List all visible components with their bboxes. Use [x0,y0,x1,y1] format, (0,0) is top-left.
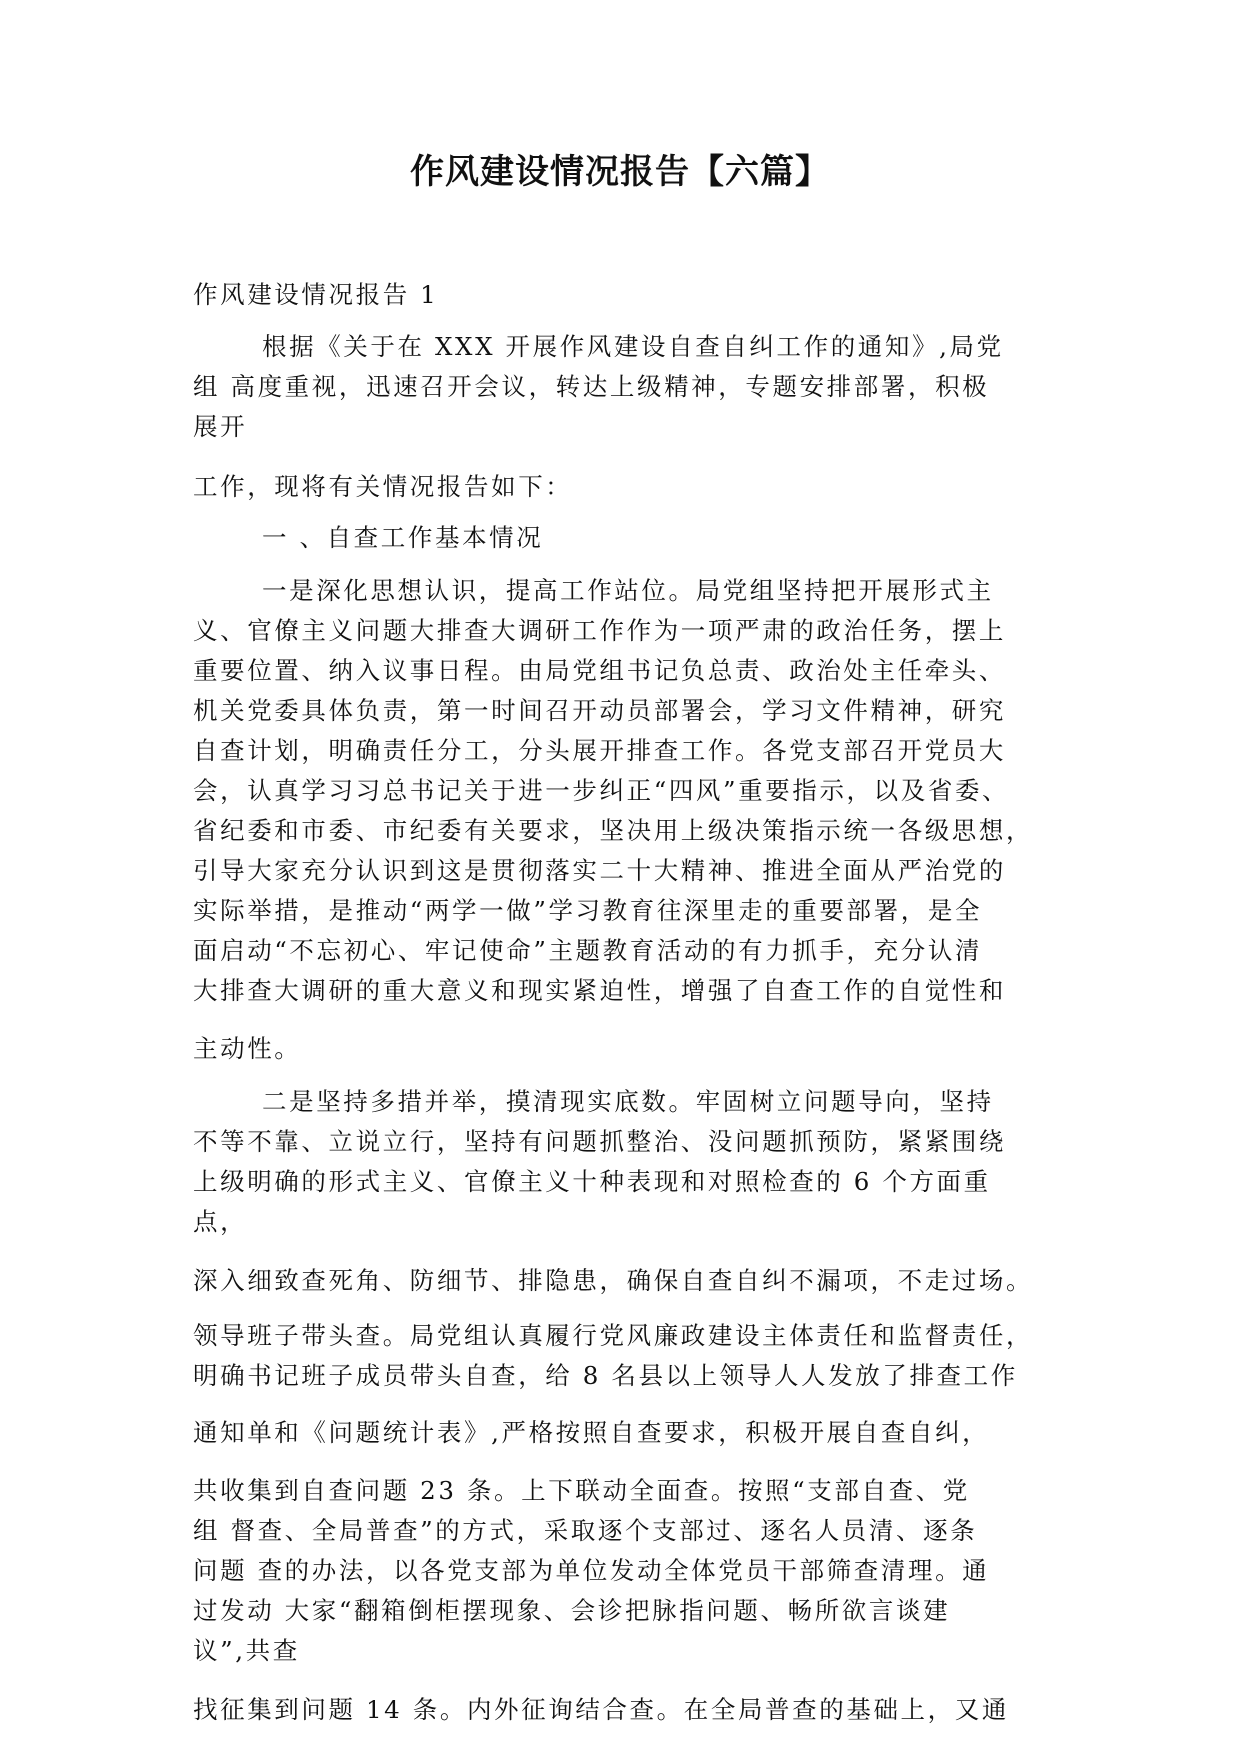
paragraph-line: 根据《关于在 XXX 开展作风建设自查自纠工作的通知》,局党 [262,332,1004,361]
paragraph-line: 省纪委和市委、市纪委有关要求，坚决用上级决策指示统一各级思想， [193,816,1034,845]
paragraph-line: 领导班子带头查。局党组认真履行党风廉政建设主体责任和监督责任， [193,1321,1034,1350]
document-title: 作风建设情况报告【六篇】 [410,152,830,192]
paragraph-line: 主动性。 [193,1034,302,1063]
paragraph-line: 不等不靠、立说立行，坚持有问题抓整治、没问题抓预防，紧紧围绕 [193,1127,1006,1156]
paragraph-line: 义、官僚主义问题大排查大调研工作作为一项严肃的政治任务，摆上 [193,616,1006,645]
paragraph-line: 工作，现将有关情况报告如下： [193,472,573,501]
paragraph-line: 引导大家充分认识到这是贯彻落实二十大精神、推进全面从严治党的 [193,856,1006,885]
paragraph-line: 一是深化思想认识，提高工作站位。局党组坚持把开展形式主 [262,576,994,605]
paragraph-line: 组 督查、全局普查”的方式，采取逐个支部过、逐名人员清、逐条 [193,1516,978,1545]
paragraph-line: 点， [193,1207,248,1236]
paragraph-line: 深入细致查死角、防细节、排隐患，确保自查自纠不漏项，不走过场。 [193,1266,1034,1295]
paragraph-line: 通知单和《问题统计表》,严格按照自查要求，积极开展自查自纠， [193,1418,990,1447]
paragraph-line: 实际举措，是推动“两学一做”学习教育往深里走的重要部署，是全 [193,896,983,925]
paragraph-line: 二是坚持多措并举，摸清现实底数。牢固树立问题导向，坚持 [262,1087,994,1116]
paragraph-line: 明确书记班子成员带头自查，给 8 名县以上领导人人发放了排查工作 [193,1361,1018,1390]
paragraph-line: 会，认真学习习总书记关于进一步纠正“四风”重要指示，以及省委、 [193,776,1010,805]
section-heading: 作风建设情况报告 1 [193,280,439,309]
paragraph-line: 议”,共查 [193,1636,300,1665]
paragraph-line: 问题 查的办法，以各党支部为单位发动全体党员干部筛查清理。通 [193,1556,990,1585]
paragraph-line: 展开 [193,412,248,441]
paragraph-line: 过发动 大家“翻箱倒柜摆现象、会诊把脉指问题、畅所欲言谈建 [193,1596,951,1625]
paragraph-line: 共收集到自查问题 23 条。上下联动全面查。按照“支部自查、党 [193,1476,970,1505]
paragraph-line: 上级明确的形式主义、官僚主义十种表现和对照检查的 6 个方面重 [193,1167,991,1196]
paragraph-line: 重要位置、纳入议事日程。由局党组书记负总责、政治处主任牵头、 [193,656,1006,685]
paragraph-line: 找征集到问题 14 条。内外征询结合查。在全局普查的基础上，又通 [193,1695,1009,1724]
paragraph-line: 面启动“不忘初心、牢记使命”主题教育活动的有力抓手，充分认清 [193,936,983,965]
paragraph-line: 组 高度重视，迅速召开会议，转达上级精神，专题安排部署，积极 [193,372,990,401]
paragraph-line: 机关党委具体负责，第一时间召开动员部署会，学习文件精神，研究 [193,696,1006,725]
subsection-heading: 一 、自查工作基本情况 [262,523,544,552]
paragraph-line: 大排查大调研的重大意义和现实紧迫性，增强了自查工作的自觉性和 [193,976,1006,1005]
paragraph-line: 自查计划，明确责任分工，分头展开排查工作。各党支部召开党员大 [193,736,1006,765]
